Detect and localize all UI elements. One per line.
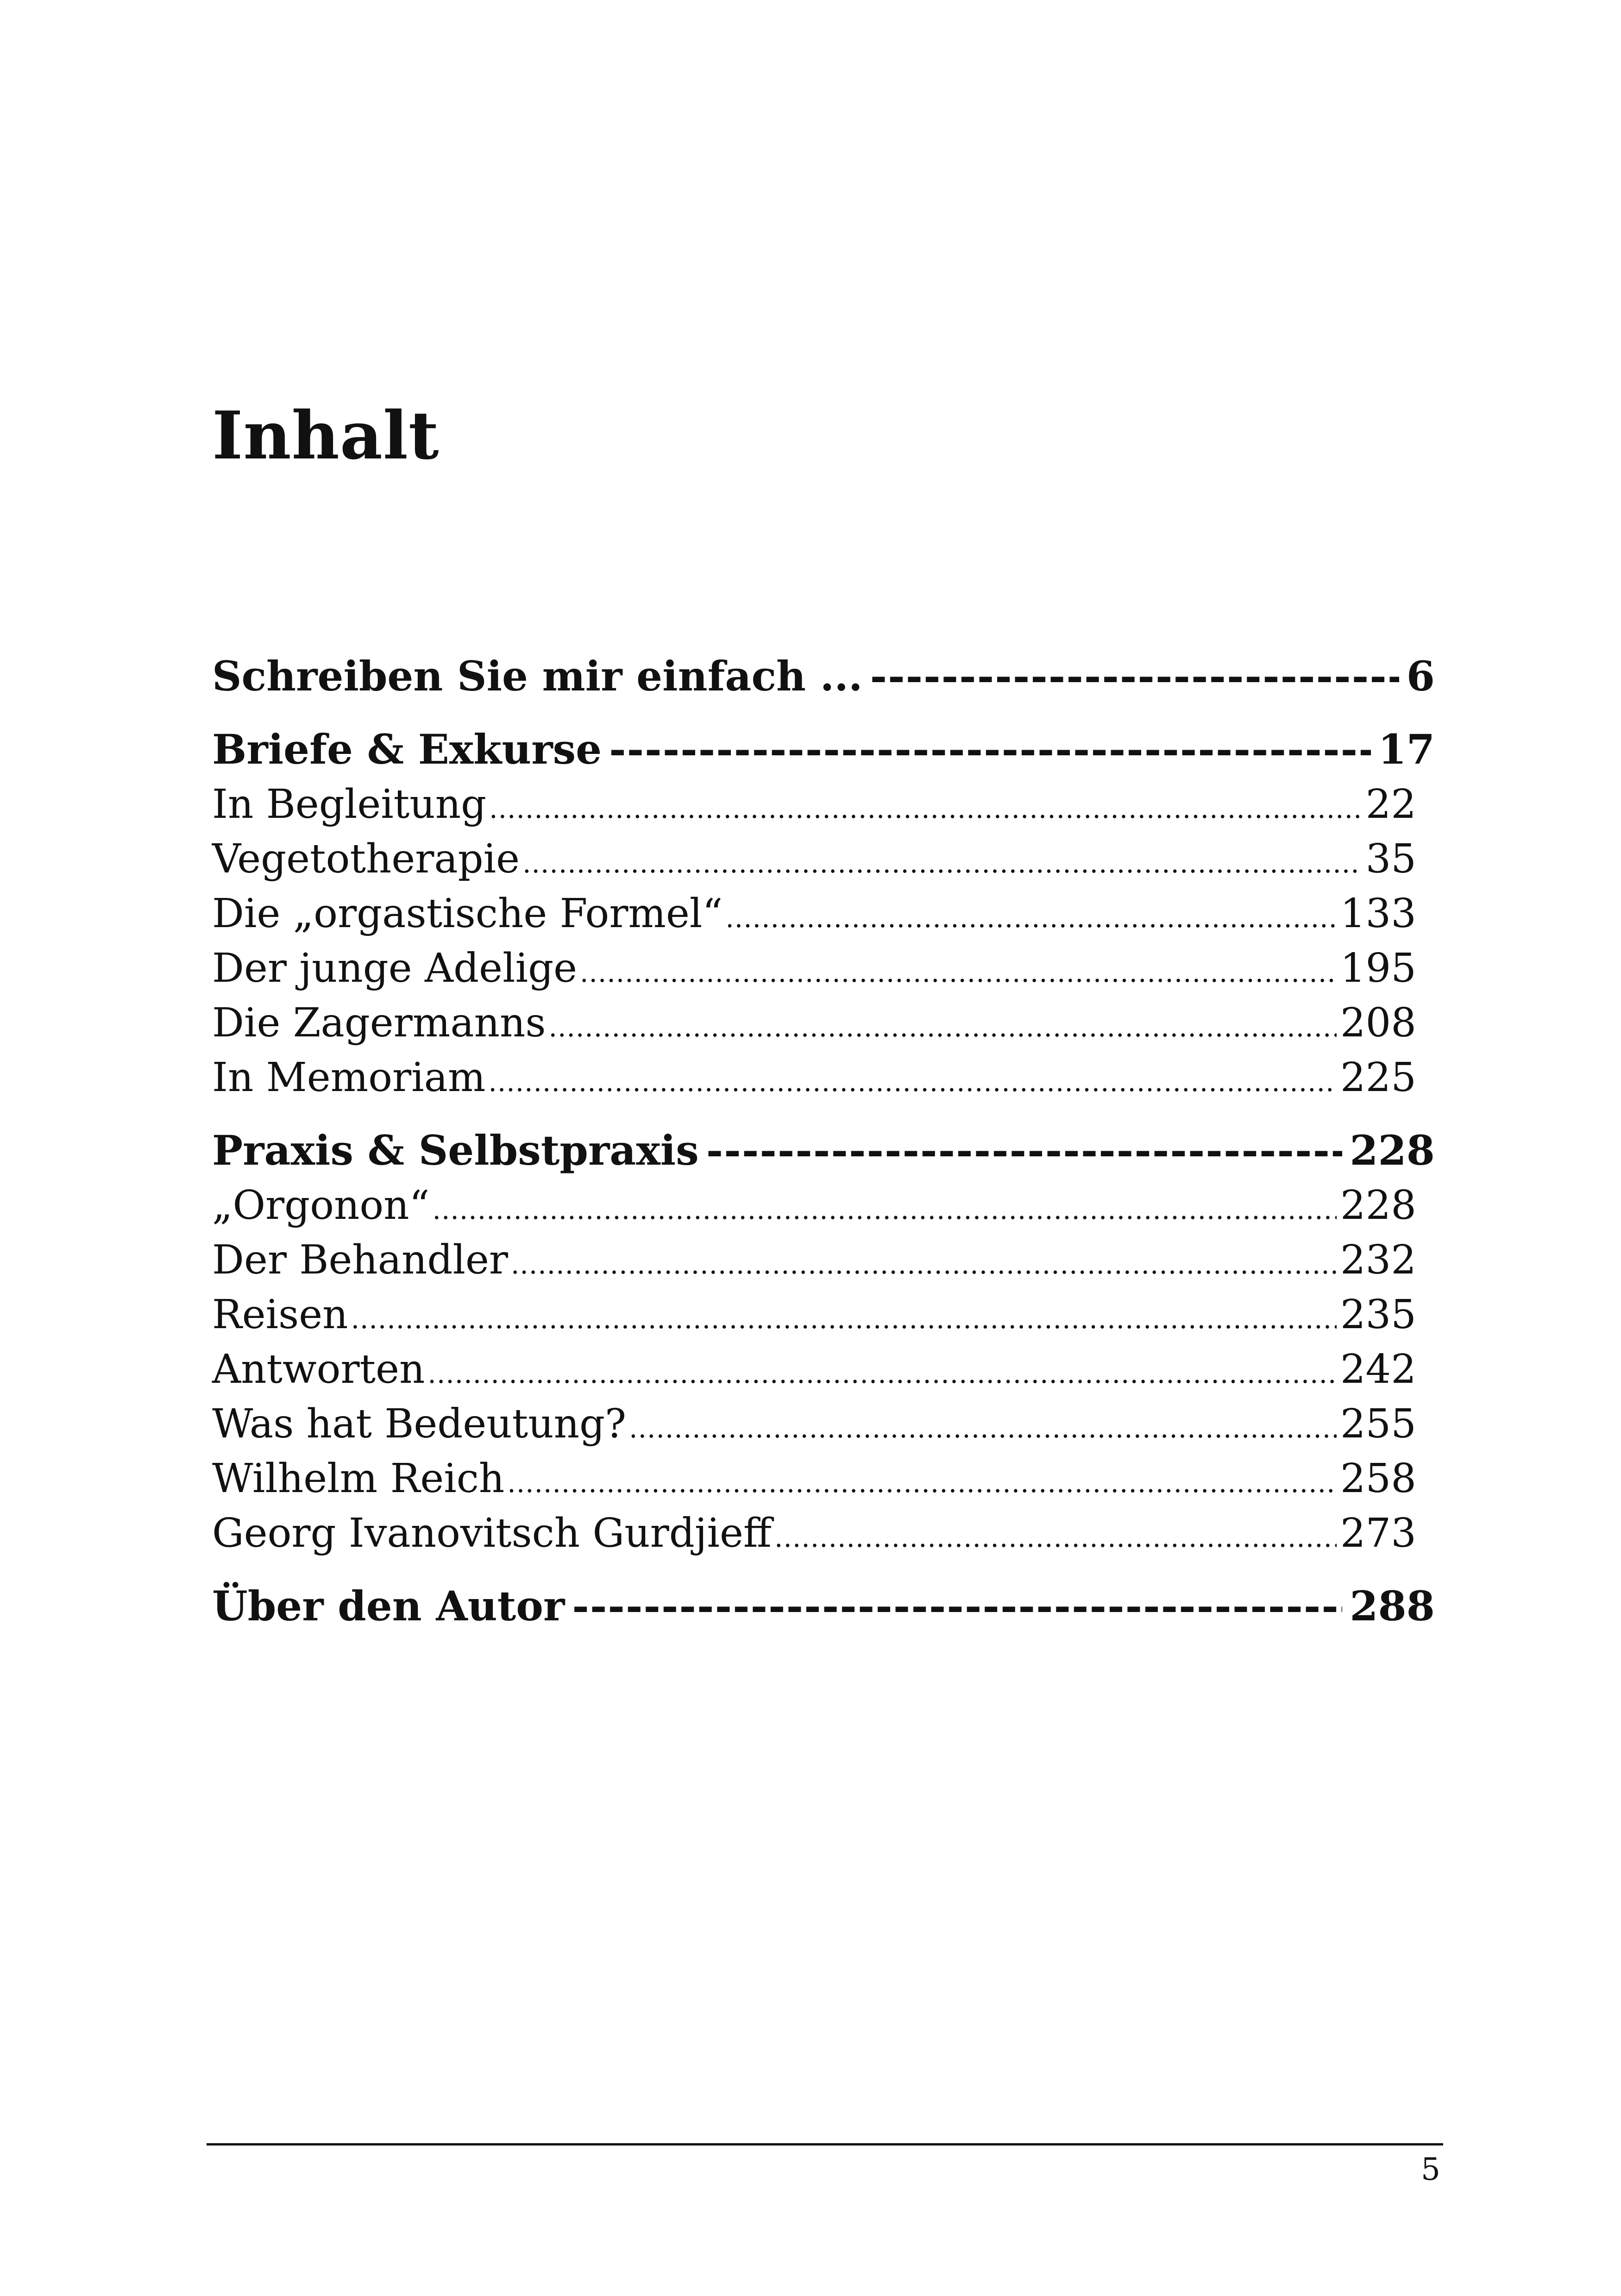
dash-leader (609, 721, 1370, 777)
toc-heading[interactable] (212, 1123, 1435, 1178)
dot-leader (433, 1178, 1337, 1237)
toc-heading-page: 6 (1406, 652, 1435, 700)
toc-entry-label: In Begleitung (212, 781, 487, 828)
toc-section (212, 1578, 1435, 1634)
dot-leader (511, 1233, 1337, 1292)
dot-leader (549, 996, 1337, 1054)
dot-leader (351, 1287, 1337, 1346)
toc-section (212, 721, 1435, 1105)
dash-leader (870, 648, 1399, 704)
toc-heading[interactable] (212, 1578, 1435, 1634)
toc-entry[interactable] (212, 832, 1416, 886)
toc-section (212, 1123, 1435, 1561)
toc-entry-label: Der Behandler (212, 1237, 508, 1283)
page-title: Inhalt (212, 397, 440, 474)
toc-entry[interactable] (212, 941, 1416, 996)
toc-entry-label: In Memoriam (212, 1054, 486, 1101)
toc-entry[interactable] (212, 1287, 1416, 1342)
toc-entry-page: 228 (1340, 1182, 1416, 1229)
toc-entry-page: 242 (1340, 1346, 1416, 1393)
toc-heading[interactable] (212, 648, 1435, 704)
toc-entry[interactable] (212, 1342, 1416, 1397)
dot-leader (488, 1050, 1336, 1109)
dot-leader (774, 1506, 1337, 1565)
toc-entry[interactable] (212, 1050, 1416, 1105)
toc-entry-page: 133 (1340, 891, 1416, 937)
toc-heading-label: Über den Autor (212, 1582, 565, 1630)
toc-entry-label: Antworten (212, 1346, 425, 1393)
dot-leader (507, 1451, 1337, 1510)
dash-leader (706, 1123, 1343, 1178)
toc-entry-label: „Orgonon“ (212, 1182, 430, 1229)
toc-heading-label: Praxis & Selbstpraxis (212, 1126, 699, 1174)
toc-entry[interactable] (212, 777, 1416, 832)
toc-entry[interactable] (212, 1451, 1416, 1506)
toc-heading[interactable] (212, 721, 1435, 777)
toc-entry-label: Der junge Adelige (212, 945, 578, 991)
toc-entry[interactable] (212, 1178, 1416, 1233)
toc-entry-page: 258 (1340, 1455, 1416, 1502)
toc-section (212, 648, 1435, 704)
toc-entry[interactable] (212, 996, 1416, 1050)
toc-entry-label: Vegetotherapie (212, 836, 520, 882)
toc-entry-page: 235 (1340, 1292, 1416, 1338)
dot-leader (629, 1397, 1337, 1455)
dot-leader (522, 832, 1362, 891)
toc-entry-label: Die „orgastische Formel“ (212, 891, 723, 937)
toc-entry-page: 195 (1340, 945, 1416, 991)
toc-entry-page: 35 (1365, 836, 1416, 882)
toc-entry[interactable] (212, 1506, 1416, 1561)
dot-leader (580, 941, 1337, 1000)
toc-entry-label: Reisen (212, 1292, 348, 1338)
toc-entry[interactable] (212, 886, 1416, 941)
table-of-contents (212, 648, 1435, 1634)
toc-heading-page: 228 (1350, 1126, 1435, 1174)
toc-heading-label: Schreiben Sie mir einfach ... (212, 652, 863, 700)
dash-leader (572, 1578, 1342, 1634)
dot-leader (489, 777, 1362, 836)
toc-entry-label: Wilhelm Reich (212, 1455, 505, 1502)
toc-entry-page: 232 (1340, 1237, 1416, 1283)
page-number: 5 (1421, 2152, 1440, 2187)
toc-entry-page: 22 (1365, 781, 1416, 828)
toc-entry-page: 255 (1340, 1401, 1416, 1447)
toc-entry-page: 208 (1340, 1000, 1416, 1046)
footer-rule (207, 2143, 1443, 2145)
dot-leader (427, 1342, 1336, 1401)
toc-entry-label: Was hat Bedeutung? (212, 1401, 627, 1447)
toc-entry-label: Georg Ivanovitsch Gurdjieff (212, 1510, 772, 1556)
toc-heading-label: Briefe & Exkurse (212, 725, 602, 773)
toc-heading-page: 288 (1350, 1582, 1435, 1630)
toc-entry[interactable] (212, 1397, 1416, 1451)
dot-leader (725, 886, 1337, 945)
toc-entry-page: 225 (1340, 1054, 1416, 1101)
toc-entry-label: Die Zagermanns (212, 1000, 546, 1046)
toc-entry-page: 273 (1340, 1510, 1416, 1556)
toc-entry[interactable] (212, 1233, 1416, 1287)
toc-heading-page: 17 (1378, 725, 1435, 773)
